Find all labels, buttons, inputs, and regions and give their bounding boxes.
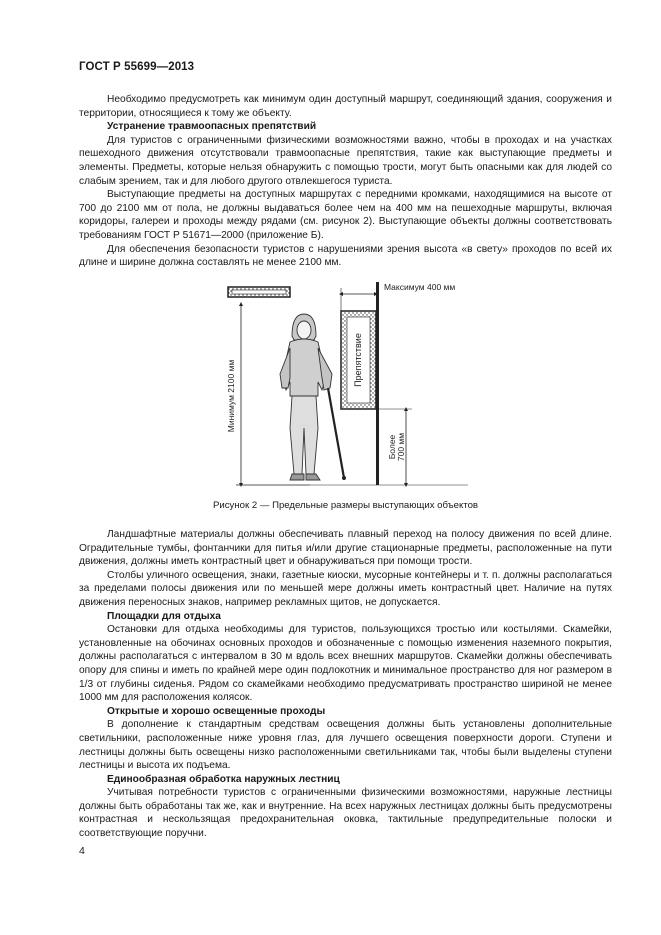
label-more-line2: 700 мм	[396, 432, 406, 462]
dimension-max-width	[341, 288, 376, 311]
paragraph-poles: Столбы уличного освещения, знаки, газетные киоски, мусорные контейнеры и т. п. должны располагаться за пределами полосы движения или по меньшей мере должны иметь контрастный цвет. Наличие на путях движения переносных знаков, например рекламных щитов, не допускается.	[79, 569, 612, 608]
paragraph-landscape: Ландшафтные материалы должны обеспечивать плавный переход на полосу движения по всей длине. Оградительные тумбы, фонтанчики для питья и/или другие стационарные предметы, расположенные на пути движения, должны иметь контрастный цвет и обнаруживаться при помощи трости.	[79, 529, 612, 568]
paragraph-outdoor-stairs: Учитывая потребности туристов с ограниченными физическими возможностями, наружные лестницы должны быть обработаны так же, как и внутренние. На всех наружных лестницах должны быть предусмотрены контрастная и нескользящая предохранительная оковка, тактильные предупредительные полоски и соответствующие поручни.	[79, 787, 612, 840]
paragraph-rest-areas: Остановки для отдыха необходимы для туристов, пользующихся тростью или костылями. Скамейки, установленные на обочинах основных проходов и обозначенные с помощью изменения наземного покрытия, должны располагаться с интервалом в 30 м вдоль всех внешних маршрутов. Скамейки должны обеспечивать опору для спины и иметь по крайней мере один подлокотник и минимальное пространство для ног размером в 1/3 от глубины сиденья. Рядом со скамейками необходимо предусматривать пространство шириной не менее 1000 мм для расположения колясок.	[79, 624, 612, 704]
heading-hazards: Устранение травмоопасных препятствий	[107, 121, 317, 133]
paragraph-hazards-2: Выступающие предметы на доступных маршрутах с передними кромками, находящимися на высоте от 700 до 2100 мм от пола, не должны выдаваться более чем на 400 мм на пешеходные маршруты, включая коридоры, галереи и проходы между рядами (см. рисунок 2). Выступающие объекты должны соответствовать требованиям ГОСТ Р 51671—2000 (приложение Б).	[79, 189, 612, 241]
figure-caption: Рисунок 2 — Предельные размеры выступающих объектов	[212, 500, 479, 511]
label-more-line1: Более	[387, 434, 397, 460]
text-block-top	[79, 93, 612, 270]
label-max-width: Максимум 400 мм	[384, 282, 456, 292]
heading-lit-passages: Открытые и хорошо освещенные проходы	[107, 705, 326, 717]
heading-outdoor-stairs: Единообразная обработка наружных лестниц	[107, 773, 340, 785]
heading-rest-areas: Площадки для отдыха	[107, 610, 221, 622]
paragraph-lit-passages: В дополнение к стандартным средствам освещения должны быть установлены дополнительные светильники, расположенные ниже уровня глаз, для лучшего освещения поверхности дороги. Ступени и лестницы должны быть освещены низко расположенными светильниками так, чтобы были выделены ступени лестницы и высота их подъема.	[79, 719, 612, 772]
page-number: 4	[79, 845, 85, 857]
figure-protruding-objects	[210, 278, 500, 488]
text-block-bottom	[79, 528, 612, 841]
paragraph-hazards-1: Для туристов с ограниченными физическими возможностями важно, чтобы в проходах и на участках пешеходного движения отсутствовали травмоопасные препятствия, такие как выступающие предметы и элементы. Предметы, которые нельзя обнаружить с помощью трости, могут быть опасными как для людей со слабым зрением, так и для любого другого отвлекшегося туриста.	[79, 134, 612, 187]
document-code: ГОСТ Р 55699—2013	[79, 61, 195, 73]
paragraph-hazards-3: Для обеспечения безопасности туристов с нарушениями зрения высота «в свету» проходов по всей их длине и ширине должна составлять не менее 2100 мм.	[79, 243, 612, 269]
paragraph-intro: Необходимо предусмотреть как минимум один доступный маршрут, соединяющий здания, сооружения и территории, относящиеся к тому же объекту.	[79, 94, 612, 119]
overhead-obstacle	[228, 287, 290, 297]
label-obstacle: Препятствие	[353, 333, 363, 387]
person-with-cane-illustration	[280, 314, 346, 480]
label-min-height: Минимум 2100 мм	[226, 359, 236, 433]
